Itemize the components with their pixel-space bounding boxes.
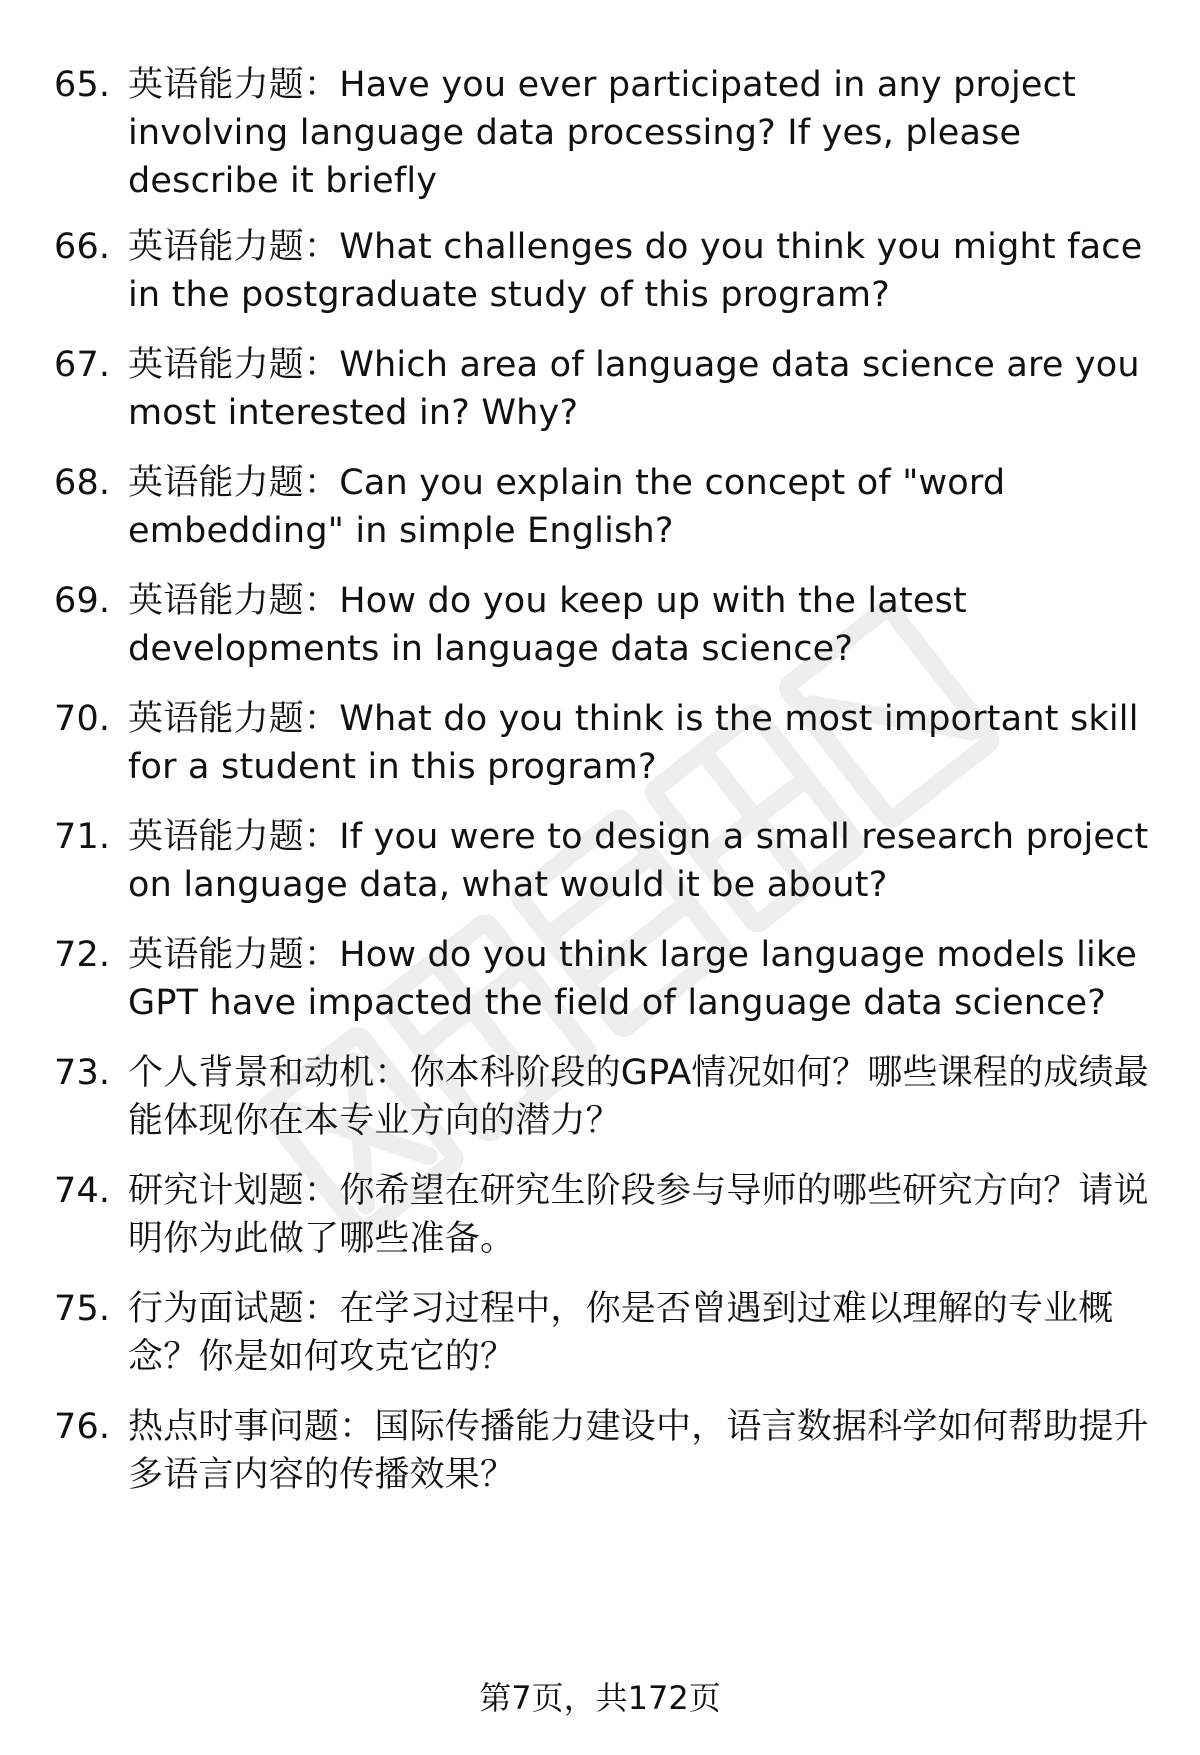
question-text: 英语能力题：Have you ever participated in any project involving language data processing? If yes, please describe it briefly: [128, 65, 1076, 201]
question-number: 66.: [54, 227, 111, 267]
question-number: 75.: [54, 1289, 111, 1329]
question-number: 70.: [54, 699, 111, 739]
question-number: 71.: [54, 817, 111, 857]
question-item: [54, 813, 1154, 909]
question-list: [54, 61, 1154, 1499]
question-text: 热点时事问题：国际传播能力建设中，语言数据科学如何帮助提升多语言内容的传播效果？: [128, 1407, 1149, 1495]
question-item: [54, 1167, 1154, 1263]
question-item: [54, 1049, 1154, 1145]
question-item: [54, 61, 1154, 205]
question-text: 英语能力题：How do you keep up with the latest developments in language data science?: [128, 581, 967, 669]
question-text: 行为面试题：在学习过程中，你是否曾遇到过难以理解的专业概念？你是如何攻克它的？: [128, 1289, 1114, 1377]
question-number: 74.: [54, 1171, 111, 1211]
page-indicator: 第7页，共172页: [479, 1679, 721, 1717]
question-text: 英语能力题：Which area of language data science are you most interested in? Why?: [128, 345, 1140, 433]
question-text: 英语能力题：How do you think large language models like GPT have impacted the field of language data science?: [128, 935, 1137, 1023]
question-item: [54, 577, 1154, 673]
question-item: [54, 459, 1154, 555]
question-number: 72.: [54, 935, 111, 975]
question-text: 英语能力题：What challenges do you think you might face in the postgraduate study of this program?: [128, 227, 1143, 315]
question-text: 个人背景和动机：你本科阶段的GPA情况如何？哪些课程的成绩最能体现你在本专业方向的潜力？: [128, 1053, 1149, 1141]
question-item: [54, 341, 1154, 437]
question-number: 69.: [54, 581, 111, 621]
question-text: 英语能力题：Can you explain the concept of "word embedding" in simple English?: [128, 463, 1006, 551]
question-text: 研究计划题：你希望在研究生阶段参与导师的哪些研究方向？请说明你为此做了哪些准备。: [128, 1171, 1149, 1259]
question-text: 英语能力题：What do you think is the most important skill for a student in this program?: [128, 699, 1139, 787]
question-number: 76.: [54, 1407, 111, 1447]
question-item: [54, 695, 1154, 791]
question-text: 英语能力题：If you were to design a small research project on language data, what would it be about?: [128, 817, 1149, 905]
question-item: [54, 223, 1154, 319]
question-number: 67.: [54, 345, 111, 385]
question-item: [54, 1285, 1154, 1381]
question-item: [54, 931, 1154, 1027]
question-number: 68.: [54, 463, 111, 503]
question-number: 65.: [54, 65, 111, 105]
question-number: 73.: [54, 1053, 111, 1093]
question-item: [54, 1403, 1154, 1499]
